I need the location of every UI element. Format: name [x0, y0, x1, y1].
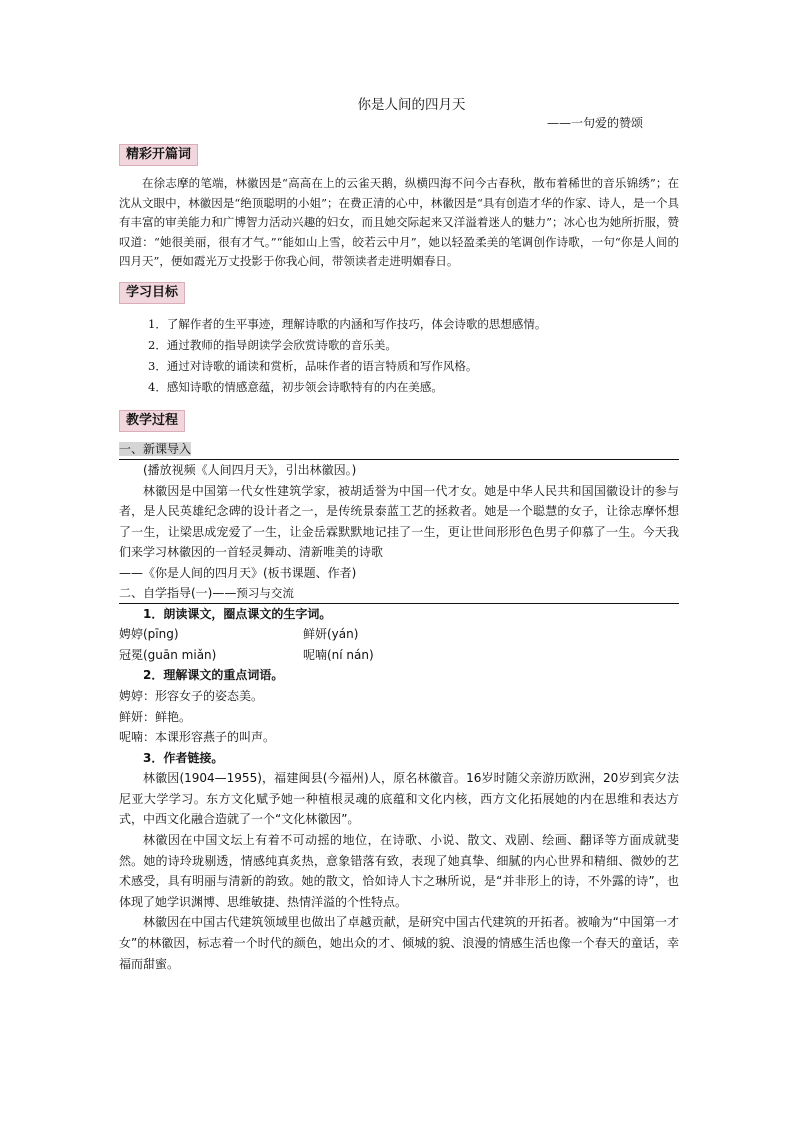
section-label-intro: 精彩开篇词	[119, 144, 198, 166]
goal-item: 1．了解作者的生平事迹，理解诗歌的内涵和写作技巧，体会诗歌的思想感情。	[148, 316, 547, 331]
part-title-text: 一、新课导入	[119, 441, 192, 456]
word-row	[119, 645, 679, 666]
goal-item: 3．通过对诗歌的诵读和赏析，品味作者的语言特质和写作风格。	[148, 358, 478, 373]
step-2: 2．理解课文的重点词语。	[143, 668, 284, 683]
bio-paragraph: 林徽因在中国文坛上有着不可动摇的地位，在诗歌、小说、散文、戏剧、绘画、翻译等方面成就斐然。她的诗玲珑剔透，情感纯真炙热，意象错落有致，表现了她真挚、细腻的内心世界和精细、微妙的艺术感受，具有明丽与清新的韵致。她的散文，恰如诗人卞之琳所说，是“并非形上的诗，不外露的诗”，也体现了她学识渊博、思维敏捷、热情洋溢的个性特点。	[119, 833, 679, 909]
part-title-self-study	[119, 584, 679, 604]
word-row	[119, 624, 679, 645]
word-pinyin: 娉婷(pīng)	[119, 627, 179, 642]
intro-section	[119, 174, 679, 272]
process-body	[119, 440, 679, 974]
word-pinyin: 冠冕(guān miǎn)	[119, 647, 217, 662]
goal-item: 4．感知诗歌的情感意蕴，初步领会诗歌特有的内在美感。	[148, 379, 443, 394]
section-label-process: 教学过程	[119, 410, 185, 432]
definition: 呢喃：本课形容燕子的叫声。	[119, 730, 276, 745]
definition: 娉婷：形容女子的姿态美。	[119, 688, 264, 703]
intro-paragraph: 在徐志摩的笔端，林徽因是“高高在上的云雀天鹅，纵横四海不问今古春秋，散布着稀世的音乐锦绣”；在沈从文眼中，林徽因是“绝顶聪明的小姐”；在费正清的心中，林徽因是“具有创造才华的作家、诗人，是一个具有丰富的审美能力和广博智力活动兴趣的妇女，而且她交际起来又洋溢着迷人的魅力”；冰心也为她所折服，赞叹道：“她很美丽，很有才气。”“能如山上雪，皎若云中月”，她以轻盈柔美的笔调创作诗歌，一句“你是人间的四月天”，便如霞光万丈投影于你我心间，带领读者走进明媚春日。	[119, 176, 679, 269]
part-title-main: 二、自学指导(一)——	[119, 585, 237, 600]
goals-list	[119, 314, 679, 398]
goal-item: 2．通过教师的指导朗读学会欣赏诗歌的音乐美。	[148, 337, 397, 352]
step-3: 3．作者链接。	[143, 750, 224, 765]
word-pinyin: 呢喃(ní nán)	[303, 647, 374, 662]
part-title-tail: 预习与交流	[236, 585, 294, 600]
intro-lin-paragraph: 林徽因是中国第一代女性建筑学家，被胡适誉为中国一代才女。她是中华人民共和国国徽设计的参与者，是人民英雄纪念碑的设计者之一，是传统景泰蓝工艺的拯救者。她是一个聪慧的女子，让徐志摩怀想了一生，让梁思成宠爱了一生，让金岳霖默默地记挂了一生，更让世间形形色色男子仰慕了一生。今天我们来学习林徽因的一首轻灵舞动、清新唯美的诗歌	[119, 483, 679, 560]
lesson-title-line: ——《你是人间的四月天》(板书课题、作者)	[119, 565, 357, 580]
video-note: (播放视频《人间四月天》，引出林徽因。)	[143, 462, 357, 477]
section-label-goals: 学习目标	[119, 282, 185, 304]
document-subtitle: ——一句爱的赞颂	[546, 116, 643, 130]
document-title: 你是人间的四月天	[357, 97, 466, 113]
bio-paragraph: 林徽因(1904—1955)，福建闽县(今福州)人，原名林徽音。16岁时随父亲游历欧洲，20岁到宾夕法尼亚大学学习。东方文化赋予她一种植根灵魂的底蕴和文化内核，西方文化拓展她的内在思维和表达方式，中西文化融合造就了一个“文化林徽因”。	[119, 771, 679, 827]
bio-paragraph: 林徽因在中国古代建筑领域里也做出了卓越贡献，是研究中国古代建筑的开拓者。被喻为“中国第一才女”的林徽因，标志着一个时代的颜色，她出众的才、倾城的貌、浪漫的情感生活也像一个春天的童话，幸福而甜蜜。	[119, 915, 679, 971]
document-page	[119, 96, 679, 974]
step-1: 1．朗读课文，圈点课文的生字词。	[143, 606, 332, 621]
definition: 鲜妍：鲜艳。	[119, 709, 192, 724]
word-pinyin: 鲜妍(yán)	[303, 627, 359, 642]
part-title-new-lesson	[119, 440, 679, 460]
